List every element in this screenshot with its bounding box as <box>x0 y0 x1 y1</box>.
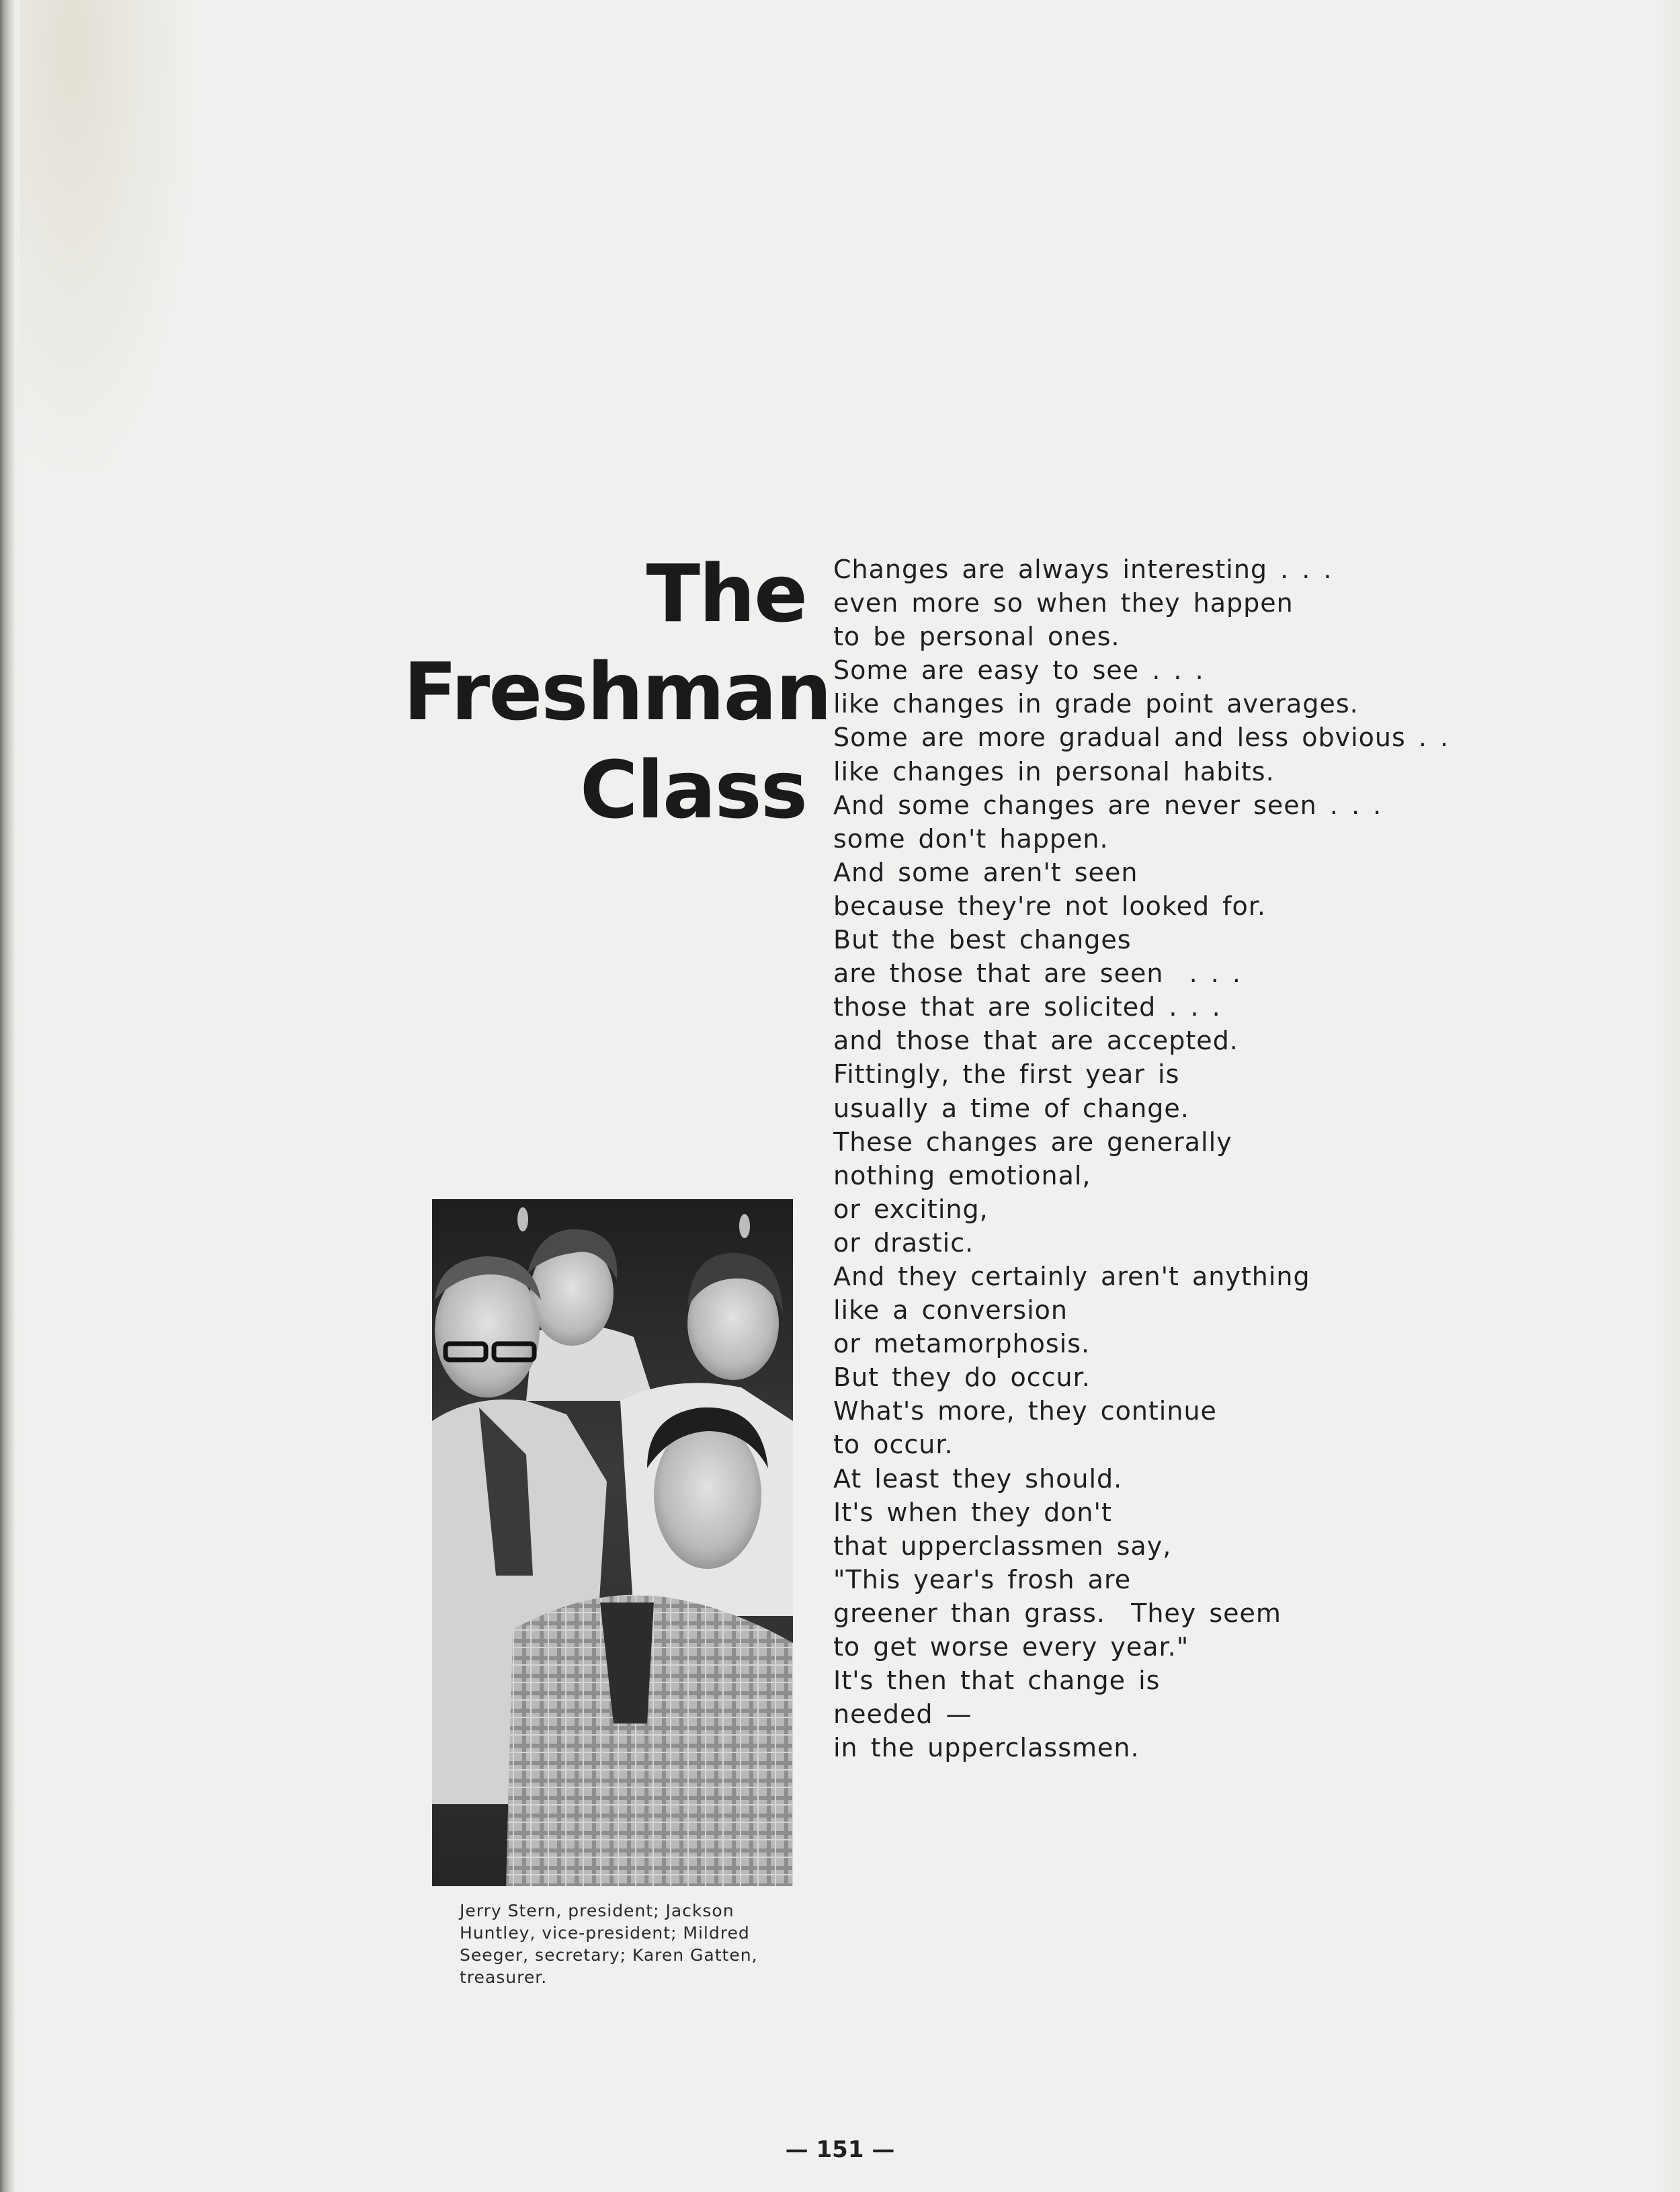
poem-line: or metamorphosis. <box>833 1329 1091 1359</box>
poem-line: Some are more gradual and less obvious . . <box>833 723 1450 753</box>
poem-line: like changes in grade point averages. <box>833 689 1359 719</box>
poem-line: Fittingly, the first year is <box>833 1059 1180 1090</box>
poem-line: Changes are always interesting . . . <box>833 555 1333 584</box>
page-number: — 151 — <box>785 2136 895 2163</box>
paper-stain <box>20 0 195 471</box>
poem-line: those that are solicited . . . <box>833 992 1221 1022</box>
title-line-1: The <box>646 547 806 640</box>
poem-line: to occur. <box>833 1430 954 1460</box>
title-line-2: Freshman <box>403 645 831 738</box>
poem-line: or drastic. <box>833 1227 974 1258</box>
poem-line: "This year's frosh are <box>833 1564 1132 1594</box>
poem-line: And some changes are never seen . . . <box>833 790 1382 820</box>
poem-line: that upperclassmen say, <box>833 1531 1172 1561</box>
poem-line: And they certainly aren't anything <box>833 1261 1310 1291</box>
poem-line: Some are easy to see . . . <box>833 655 1204 686</box>
poem-line: are those that are seen . . . <box>833 959 1241 989</box>
poem-line: even more so when they happen <box>833 588 1294 618</box>
poem-line: usually a time of change. <box>833 1093 1189 1123</box>
poem-line: It's when they don't <box>833 1497 1112 1527</box>
poem-line: to be personal ones. <box>833 622 1120 652</box>
poem-line: and those that are accepted. <box>833 1026 1238 1056</box>
poem-text <box>833 553 1505 1764</box>
photo-caption: Jerry Stern, president; Jackson Huntley, vice-president; Mildred Seeger, secretary; Karen Gatten, treasurer. <box>460 1901 758 1987</box>
poem-line: or exciting, <box>833 1194 989 1224</box>
poem-line: These changes are generally <box>833 1127 1232 1157</box>
title-line-3: Class <box>579 743 806 836</box>
poem-line: But they do occur. <box>833 1363 1091 1393</box>
poem-line: like a conversion <box>833 1295 1068 1326</box>
poem-line: greener than grass. They seem <box>833 1598 1282 1628</box>
binding-edge <box>0 0 15 2192</box>
poem-line: nothing emotional, <box>833 1160 1091 1190</box>
poem-line: It's then that change is <box>833 1666 1161 1696</box>
poem-line: needed — <box>833 1699 972 1730</box>
poem-line: And some aren't seen <box>833 857 1138 887</box>
poem-line: in the upperclassmen. <box>833 1733 1140 1763</box>
poem-line: But the best changes <box>833 925 1132 955</box>
poem-line: like changes in personal habits. <box>833 756 1275 786</box>
page-title <box>403 544 831 839</box>
poem-line: because they're not looked for. <box>833 891 1266 921</box>
poem-line: to get worse every year." <box>833 1632 1189 1662</box>
class-officers-photo <box>432 1199 793 1886</box>
poem-line: What's more, they continue <box>833 1396 1217 1426</box>
poem-line: some don't happen. <box>833 823 1109 854</box>
poem-line: At least they should. <box>833 1463 1123 1494</box>
